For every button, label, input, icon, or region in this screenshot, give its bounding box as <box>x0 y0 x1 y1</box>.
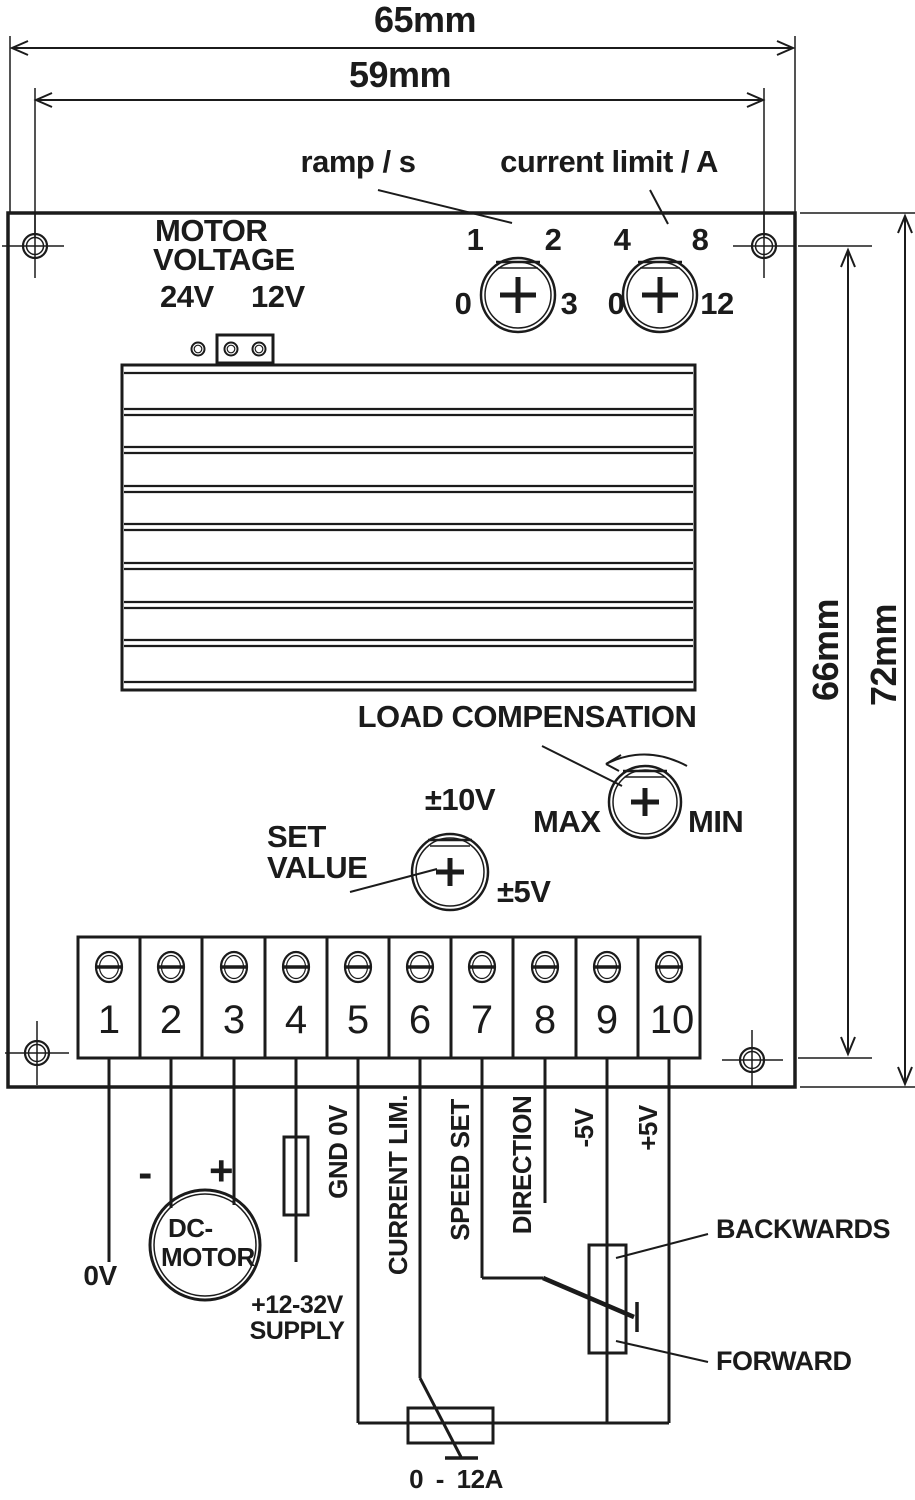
terminal-number-3: 3 <box>222 998 246 1042</box>
motor-name-line2: MOTOR <box>161 1242 255 1272</box>
current-tick-8: 8 <box>691 222 709 257</box>
voltage-jumper <box>192 335 274 363</box>
terminal-number-1: 1 <box>97 998 121 1042</box>
set-range-5v: ±5V <box>497 874 551 909</box>
set-label-line2: VALUE <box>267 850 368 885</box>
mounting-hole-bottom-left <box>5 1021 69 1085</box>
set-range-10v: ±10V <box>424 782 496 817</box>
signal-label-plus-5v: +5V <box>633 1105 663 1151</box>
terminal-number-8: 8 <box>533 998 557 1042</box>
forward-label: FORWARD <box>716 1346 852 1376</box>
terminal-number-7: 7 <box>470 998 494 1042</box>
ramp-tick-2: 2 <box>544 222 562 257</box>
wire-0v-label: 0V <box>83 1260 117 1291</box>
direction-switch-symbol <box>482 1245 637 1353</box>
signal-label-speed-set: SPEED SET <box>445 1099 475 1241</box>
current-tick-4: 4 <box>613 222 631 257</box>
signal-label-current-lim: CURRENT LIM. <box>383 1094 413 1276</box>
ramp-pot-label: ramp / s <box>300 144 416 179</box>
dimension-lines <box>10 36 915 1087</box>
current-tick-12: 12 <box>700 286 734 321</box>
heatsink <box>122 365 695 690</box>
ramp-tick-1: 1 <box>466 222 484 257</box>
current-tick-0: 0 <box>607 286 625 321</box>
load-compensation-dial <box>606 754 687 838</box>
dim-width-holes-label: 59mm <box>348 54 452 95</box>
dim-height-outer-label: 72mm <box>863 603 904 707</box>
supply-label-line1: +12-32V <box>251 1291 343 1319</box>
terminal-number-4: 4 <box>284 998 308 1042</box>
terminal-number-2: 2 <box>159 998 183 1042</box>
motor-voltage-title-line2: VOLTAGE <box>153 242 295 277</box>
max-label: MAX <box>533 804 601 839</box>
pot-range-label: 0 - 12A <box>409 1464 503 1494</box>
current-limit-pot-label: current limit / A <box>500 144 718 179</box>
motor-name-line1: DC- <box>168 1213 213 1243</box>
terminal-number-5: 5 <box>346 998 370 1042</box>
ramp-tick-3: 3 <box>560 286 578 321</box>
terminal-number-9: 9 <box>595 998 619 1042</box>
mounting-hole-top-right <box>733 214 794 278</box>
terminal-number-6: 6 <box>408 998 432 1042</box>
signal-label-minus-5v: -5V <box>569 1108 599 1148</box>
current-limit-trimmer-dial <box>623 258 697 332</box>
terminal-number-10: 10 <box>649 998 695 1042</box>
rotation-arrow <box>606 754 687 771</box>
motor-voltage-12v: 12V <box>251 279 305 314</box>
min-label: MIN <box>688 804 744 839</box>
signal-label-gnd-0v: GND 0V <box>323 1105 353 1199</box>
dim-height-holes-label: 66mm <box>805 598 846 702</box>
load-compensation-label: LOAD COMPENSATION <box>357 699 697 734</box>
current-limit-pot-symbol <box>408 1378 493 1458</box>
ramp-tick-0: 0 <box>454 286 472 321</box>
motor-voltage-title-line1: MOTOR <box>155 213 268 248</box>
motor-minus-sign: - <box>138 1149 152 1196</box>
motor-voltage-24v: 24V <box>160 279 214 314</box>
dim-width-outer-label: 65mm <box>373 0 477 40</box>
mounting-hole-bottom-right <box>722 1030 783 1086</box>
ramp-trimmer-dial <box>481 258 555 332</box>
supply-label-line2: SUPPLY <box>249 1317 345 1345</box>
motor-plus-sign: + <box>208 1147 234 1194</box>
backwards-label: BACKWARDS <box>716 1214 890 1244</box>
signal-label-direction: DIRECTION <box>507 1095 537 1235</box>
set-label-line1: SET <box>267 819 326 854</box>
mounting-hole-top-left <box>2 214 64 278</box>
